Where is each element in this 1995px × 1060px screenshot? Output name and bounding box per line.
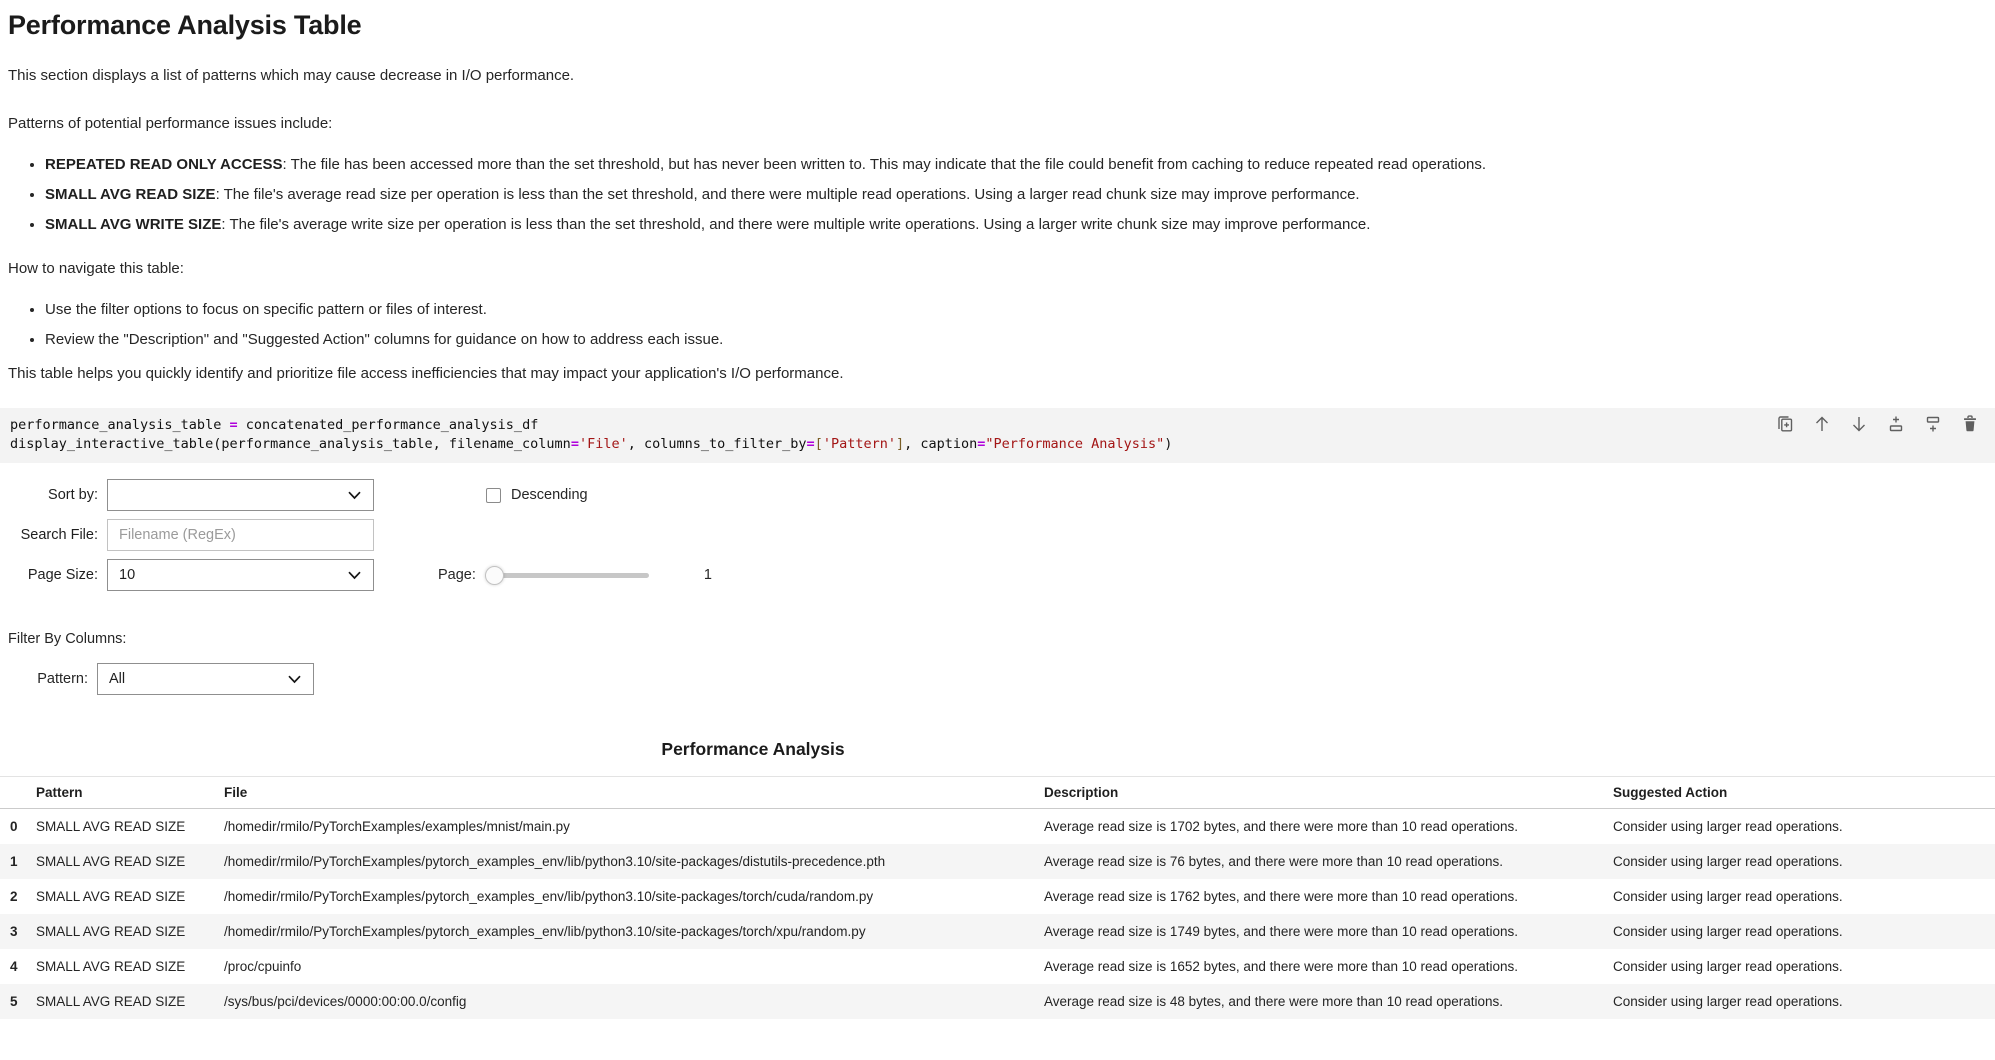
pattern-term: SMALL AVG READ SIZE <box>45 186 216 203</box>
cell-file: /homedir/rmilo/PyTorchExamples/pytorch_examples_env/lib/python3.10/site-packages/distutils-precedence.pth <box>224 854 886 869</box>
code-line: performance_analysis_table = concatenated_performance_analysis_df <box>10 417 539 433</box>
row-index: 1 <box>10 854 18 869</box>
cell-description: Average read size is 1652 bytes, and there were more than 10 read operations. <box>1044 959 1519 974</box>
search-file-label: Search File: <box>20 527 98 543</box>
cell-suggested-action: Consider using larger read operations. <box>1613 959 1843 974</box>
cell-toolbar <box>1774 413 1980 434</box>
table-header-row <box>0 777 1995 809</box>
pattern-filter-select[interactable] <box>97 663 314 695</box>
search-input[interactable] <box>107 519 374 551</box>
sort-by-select[interactable] <box>107 479 374 511</box>
header-file: File <box>218 777 1038 809</box>
cell-file: /proc/cpuinfo <box>224 959 302 974</box>
table-row <box>0 809 1995 845</box>
code-editor[interactable] <box>10 416 1785 454</box>
insert-cell-above-icon[interactable] <box>1885 413 1906 434</box>
copy-cell-icon[interactable] <box>1774 413 1795 434</box>
cell-suggested-action: Consider using larger read operations. <box>1613 854 1843 869</box>
sort-row <box>8 479 1987 511</box>
cell-file: /homedir/rmilo/PyTorchExamples/pytorch_examples_env/lib/python3.10/site-packages/torch/cuda/random.py <box>224 889 874 904</box>
pattern-filter-row <box>8 663 1987 695</box>
pattern-term: REPEATED READ ONLY ACCESS <box>45 156 283 173</box>
insert-cell-below-icon[interactable] <box>1922 413 1943 434</box>
table-controls <box>8 479 1987 591</box>
row-index: 2 <box>10 889 18 904</box>
pattern-bullet <box>45 156 1987 174</box>
cell-pattern: SMALL AVG READ SIZE <box>36 854 186 869</box>
cell-description: Average read size is 48 bytes, and there were more than 10 read operations. <box>1044 994 1504 1009</box>
code-line: display_interactive_table(performance_analysis_table, filename_column='File', columns_to_filter_by=['Pattern'], caption="Performance Analysis") <box>10 436 1173 452</box>
descending-wrap <box>486 487 588 503</box>
page-slider-thumb[interactable] <box>485 566 504 585</box>
cell-suggested-action: Consider using larger read operations. <box>1613 889 1843 904</box>
page-slider-track[interactable] <box>485 573 649 578</box>
header-pattern: Pattern <box>30 777 218 809</box>
header-suggested-action: Suggested Action <box>1607 777 1995 809</box>
chevron-down-icon <box>348 568 361 584</box>
cell-file: /sys/bus/pci/devices/0000:00:00.0/config <box>224 994 467 1009</box>
cell-file: /homedir/rmilo/PyTorchExamples/pytorch_examples_env/lib/python3.10/site-packages/torch/xpu/random.py <box>224 924 866 939</box>
pattern-desc: : The file's average write size per operation is less than the set threshold, and there were multiple write operations. Using a larger write chunk size may improve performance. <box>221 216 1371 233</box>
cell-pattern: SMALL AVG READ SIZE <box>36 889 186 904</box>
search-row <box>8 519 1987 551</box>
filter-by-columns-heading: Filter By Columns: <box>8 631 127 647</box>
page-label: Page: <box>438 567 476 583</box>
pattern-bullet <box>45 186 1987 204</box>
table-body <box>0 809 1995 1020</box>
table-row <box>0 949 1995 984</box>
delete-cell-icon[interactable] <box>1959 413 1980 434</box>
row-index: 5 <box>10 994 18 1009</box>
cell-suggested-action: Consider using larger read operations. <box>1613 994 1843 1009</box>
table-wrap <box>0 776 1995 1019</box>
page-slider[interactable] <box>485 566 649 585</box>
pattern-desc: : The file has been accessed more than the set threshold, but has never been written to. This may indicate that the file could benefit from caching to reduce repeated read operations. <box>282 156 1487 173</box>
table-row <box>0 984 1995 1019</box>
cell-description: Average read size is 1749 bytes, and there were more than 10 read operations. <box>1044 924 1519 939</box>
descending-checkbox[interactable] <box>486 488 501 503</box>
page-group <box>438 566 712 585</box>
navigate-bullet: • Review the "Description" and "Suggested Action" columns for guidance on how to address each issue. <box>45 331 1987 349</box>
page-size-select[interactable] <box>107 559 374 591</box>
cell-pattern: SMALL AVG READ SIZE <box>36 994 186 1009</box>
table-row <box>0 914 1995 949</box>
pattern-filter-label: Pattern: <box>37 671 88 687</box>
cell-description: Average read size is 1702 bytes, and there were more than 10 read operations. <box>1044 819 1519 834</box>
cell-description: Average read size is 76 bytes, and there were more than 10 read operations. <box>1044 854 1504 869</box>
cell-description: Average read size is 1762 bytes, and there were more than 10 read operations. <box>1044 889 1519 904</box>
descending-label: Descending <box>511 487 588 503</box>
table-caption: Performance Analysis <box>661 739 845 759</box>
page-size-row <box>8 559 1987 591</box>
cell-suggested-action: Consider using larger read operations. <box>1613 819 1843 834</box>
chevron-down-icon <box>348 488 361 504</box>
navigate-heading: How to navigate this table: <box>8 260 184 277</box>
cell-pattern: SMALL AVG READ SIZE <box>36 819 186 834</box>
page-title: Performance Analysis Table <box>8 10 362 40</box>
pattern-bullet <box>45 216 1987 234</box>
cell-suggested-action: Consider using larger read operations. <box>1613 924 1843 939</box>
header-description: Description <box>1038 777 1607 809</box>
cell-file: /homedir/rmilo/PyTorchExamples/examples/mnist/main.py <box>224 819 570 834</box>
navigate-bullet: • Use the filter options to focus on specific pattern or files of interest. <box>45 301 1987 319</box>
move-cell-up-icon[interactable] <box>1811 413 1832 434</box>
pattern-list <box>8 156 1987 234</box>
table-row <box>0 844 1995 879</box>
pattern-desc: : The file's average read size per operation is less than the set threshold, and there were multiple read operations. Using a larger read chunk size may improve performance. <box>215 186 1360 203</box>
cell-pattern: SMALL AVG READ SIZE <box>36 959 186 974</box>
patterns-heading: Patterns of potential performance issues include: <box>8 115 333 132</box>
page-size-value: 10 <box>119 567 136 583</box>
move-cell-down-icon[interactable] <box>1848 413 1869 434</box>
row-index: 0 <box>10 819 18 834</box>
page-size-label: Page Size: <box>27 567 98 583</box>
cell-pattern: SMALL AVG READ SIZE <box>36 924 186 939</box>
pattern-term: SMALL AVG WRITE SIZE <box>45 216 222 233</box>
pattern-filter-value: All <box>109 671 126 687</box>
page-value: 1 <box>703 567 712 583</box>
navigate-list <box>8 301 1987 349</box>
row-index: 4 <box>10 959 18 974</box>
sort-by-label: Sort by: <box>48 487 98 503</box>
header-index <box>0 777 30 809</box>
performance-analysis-table <box>0 776 1995 1019</box>
code-cell <box>0 408 1995 463</box>
table-row <box>0 879 1995 914</box>
row-index: 3 <box>10 924 18 939</box>
outro-text: This table helps you quickly identify and prioritize file access inefficiencies that may impact your application's I/O performance. <box>8 365 844 382</box>
chevron-down-icon <box>288 672 301 688</box>
intro-text: This section displays a list of patterns which may cause decrease in I/O performance. <box>8 67 575 84</box>
